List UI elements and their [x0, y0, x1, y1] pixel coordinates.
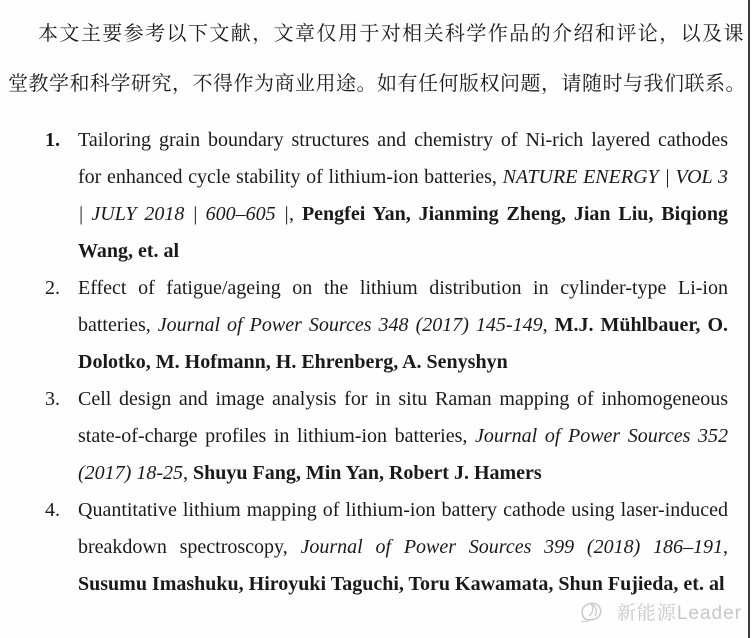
reference-text-run: Journal of Power Sources 348 (2017) 145-149 [157, 314, 543, 336]
watermark [579, 598, 742, 625]
reference-item [45, 492, 728, 603]
reference-text-run: NATURE ENERGY | VOL 3 | JULY 2018 | 600–605 | [78, 166, 728, 225]
disclaimer-line: 堂教学和科学研究，不得作为商业用途。如有任何版权问题，请随时与我们联系。 [8, 73, 746, 95]
reference-number: 1. [45, 129, 60, 151]
reference-text-run: Shuyu Fang, Min Yan, Robert J. Hamers [192, 462, 542, 484]
disclaimer-line: 本文主要参考以下文献，文章仅用于对相关科学作品的介绍和评论，以及课 [38, 23, 744, 45]
reference-number: 3. [45, 388, 60, 410]
brand-name: 新能源Leader [616, 603, 742, 624]
reference-text-run: Cell design and image analysis for in situ Raman mapping of inhomogeneous state-of-charge profiles in lithium-ion batteries, [78, 388, 728, 447]
reference-number: 2. [45, 277, 60, 299]
reference-text [78, 388, 728, 484]
references-list [45, 122, 728, 603]
brand-logo-icon [579, 599, 611, 625]
page-edge-line [748, 0, 750, 638]
reference-text-run: M.J. Mühlbauer, O. Dolotko, M. Hofmann, H. Ehrenberg, A. Senyshyn [78, 314, 728, 373]
reference-text-run: , [182, 462, 193, 484]
reference-text [78, 499, 728, 595]
reference-text-run: , [542, 314, 555, 336]
reference-item [45, 270, 728, 381]
reference-text [78, 129, 728, 262]
reference-item [45, 381, 728, 492]
reference-text-run: Journal of Power Sources 352 (2017) 18-25 [78, 425, 728, 484]
reference-text-run: Effect of fatigue/ageing on the lithium distribution in cylinder-type Li-ion batteries, [78, 277, 728, 336]
disclaimer-paragraph [0, 0, 752, 109]
reference-text-run: Pengfei Yan, Jianming Zheng, Jian Liu, Biqiong Wang, et. al [78, 203, 728, 262]
reference-text-run: Quantitative lithium mapping of lithium-ion battery cathode using laser-induced breakdown spectroscopy, [78, 499, 728, 558]
reference-text [78, 277, 728, 373]
reference-text-run: , [289, 203, 302, 225]
reference-text-run: Journal of Power Sources 399 (2018) 186–191 [300, 536, 723, 558]
reference-number: 4. [45, 499, 60, 521]
reference-item [45, 122, 728, 270]
reference-text-run: Tailoring grain boundary structures and chemistry of Ni-rich layered cathodes for enhanced cycle stability of lithium-ion batteries, [78, 129, 728, 188]
reference-text-run: Susumu Imashuku, Hiroyuki Taguchi, Toru Kawamata, Shun Fujieda, et. al [78, 573, 725, 595]
reference-text-run: , [723, 536, 728, 558]
